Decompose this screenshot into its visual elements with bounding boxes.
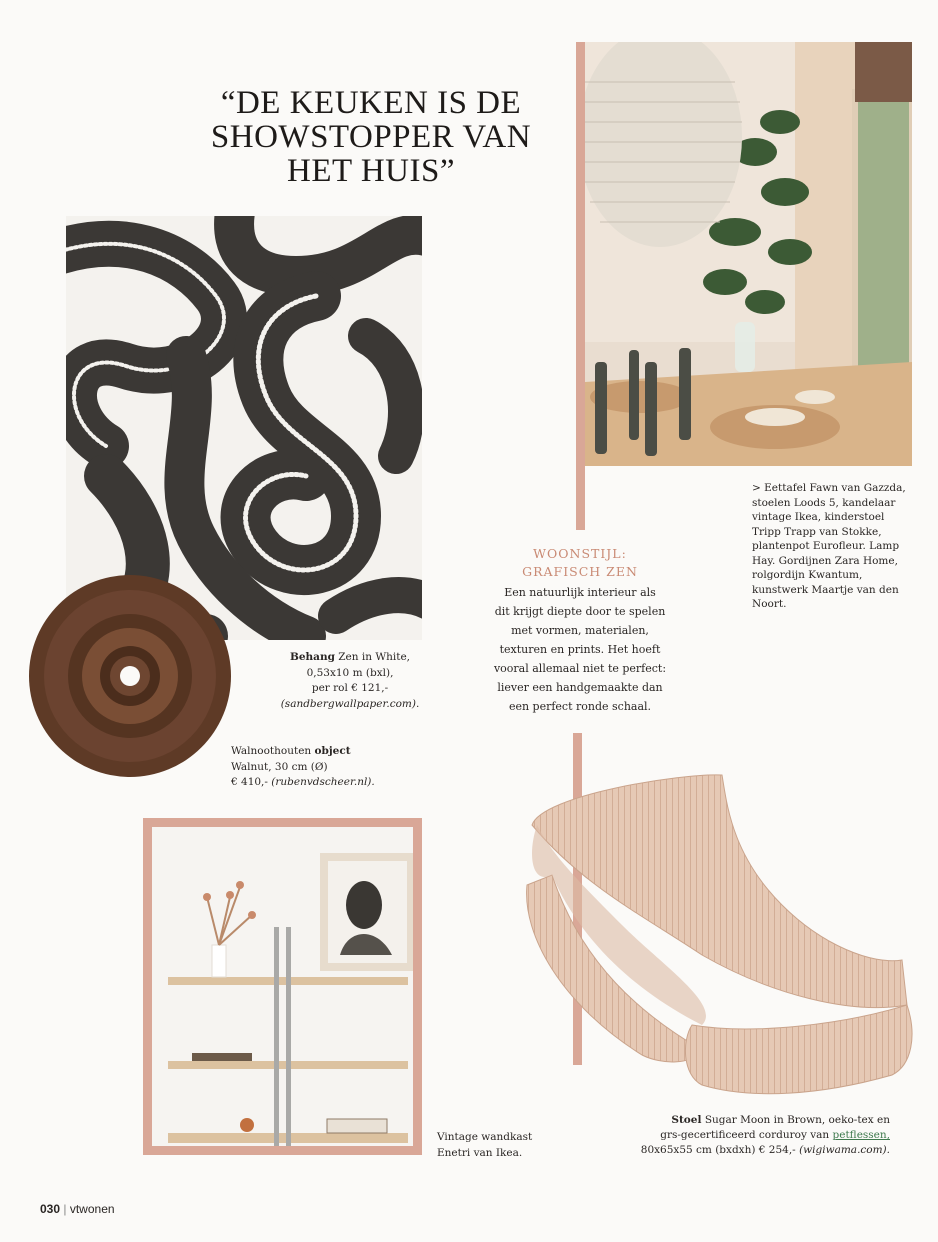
wallpaper-name: Behang: [289, 651, 335, 663]
walnut-object-image: [28, 574, 232, 778]
dining-caption-line: Tripp Trapp van Stokke,: [752, 525, 882, 538]
dining-caption-line: kunstwerk Maartje van den: [752, 583, 899, 596]
section-body-line: Een natuurlijk interieur als: [504, 586, 656, 599]
chair-name: Stoel: [671, 1114, 702, 1126]
footer-separator: |: [63, 1202, 67, 1216]
section-body-line: liever een handgemaakte dan: [497, 681, 663, 694]
wallpaper-source: (sandbergwallpaper.com).: [280, 697, 420, 710]
dining-caption-line: vintage Ikea, kinderstoel: [752, 511, 885, 523]
section-body: [480, 583, 680, 716]
object-material: Walnut, 30 cm (Ø): [231, 760, 328, 773]
wallpaper-caption: [280, 650, 420, 712]
dining-caption-line: plantenpot Eurofleur. Lamp: [752, 540, 900, 552]
chair-source: (wigiwama.com).: [799, 1144, 890, 1156]
section-body-line: een perfect ronde schaal.: [508, 700, 652, 713]
section-heading-2: GRAFISCH ZEN: [522, 564, 638, 579]
chair-caption-line: Sugar Moon in Brown, oeko-tex en: [704, 1114, 890, 1126]
style-section: [480, 545, 680, 716]
wall-shelf-photo: [152, 827, 413, 1146]
dining-room-photo: [585, 42, 912, 466]
shelf-caption-line: Vintage wandkast: [437, 1131, 533, 1143]
object-source: (rubenvdscheer.nl).: [271, 776, 375, 788]
accent-bar-top: [576, 42, 585, 530]
section-heading-1: WOONSTIJL:: [533, 546, 627, 561]
dining-caption-line: > Eettafel Fawn van Gazzda,: [752, 482, 906, 494]
dining-caption-line: stoelen Loods 5, kandelaar: [752, 496, 896, 509]
section-body-line: dit krijgt diepte door te spelen: [494, 605, 666, 618]
chair-caption-line: grs-gecertificeerd corduroy van: [660, 1129, 830, 1141]
magazine-brand: vtwonen: [69, 1202, 115, 1216]
dining-caption: [752, 481, 922, 612]
object-caption: [231, 744, 411, 791]
chair-link-petflessen: petflessen,: [832, 1129, 890, 1141]
dining-caption-line: Hay. Gordijnen Zara Home,: [752, 554, 898, 567]
chair-caption: [640, 1113, 890, 1158]
section-body-line: met vormen, materialen,: [511, 624, 649, 637]
quote-line-3: HET HUIS”: [287, 153, 455, 189]
object-prefix: Walnoothouten: [231, 745, 312, 757]
pull-quote: [196, 86, 546, 188]
section-body-line: texturen en prints. Het hoeft: [499, 643, 661, 656]
chair-caption-line: 80x65x55 cm (bxdxh) € 254,-: [640, 1144, 796, 1156]
dining-caption-line: rolgordijn Kwantum,: [752, 569, 863, 581]
object-price: € 410,-: [231, 776, 268, 788]
page-number: 030: [40, 1202, 61, 1216]
shelf-caption-line: Enetri van Ikea.: [437, 1146, 523, 1159]
corduroy-chair-image: [522, 765, 914, 1105]
wallpaper-desc: Zen in White,: [338, 651, 411, 663]
wallpaper-price: per rol € 121,-: [311, 682, 389, 694]
quote-line-1: “DE KEUKEN IS DE: [220, 85, 522, 121]
page-footer: [40, 1202, 115, 1216]
dining-caption-line: Noort.: [752, 598, 787, 610]
wall-shelf-photo-frame: [143, 818, 422, 1155]
object-name: object: [314, 745, 351, 757]
wallpaper-size: 0,53x10 m (bxl),: [306, 666, 394, 679]
section-body-line: vooral allemaal niet te perfect:: [493, 662, 667, 675]
shelf-caption: [437, 1130, 557, 1161]
quote-line-2: SHOWSTOPPER VAN: [210, 119, 532, 155]
